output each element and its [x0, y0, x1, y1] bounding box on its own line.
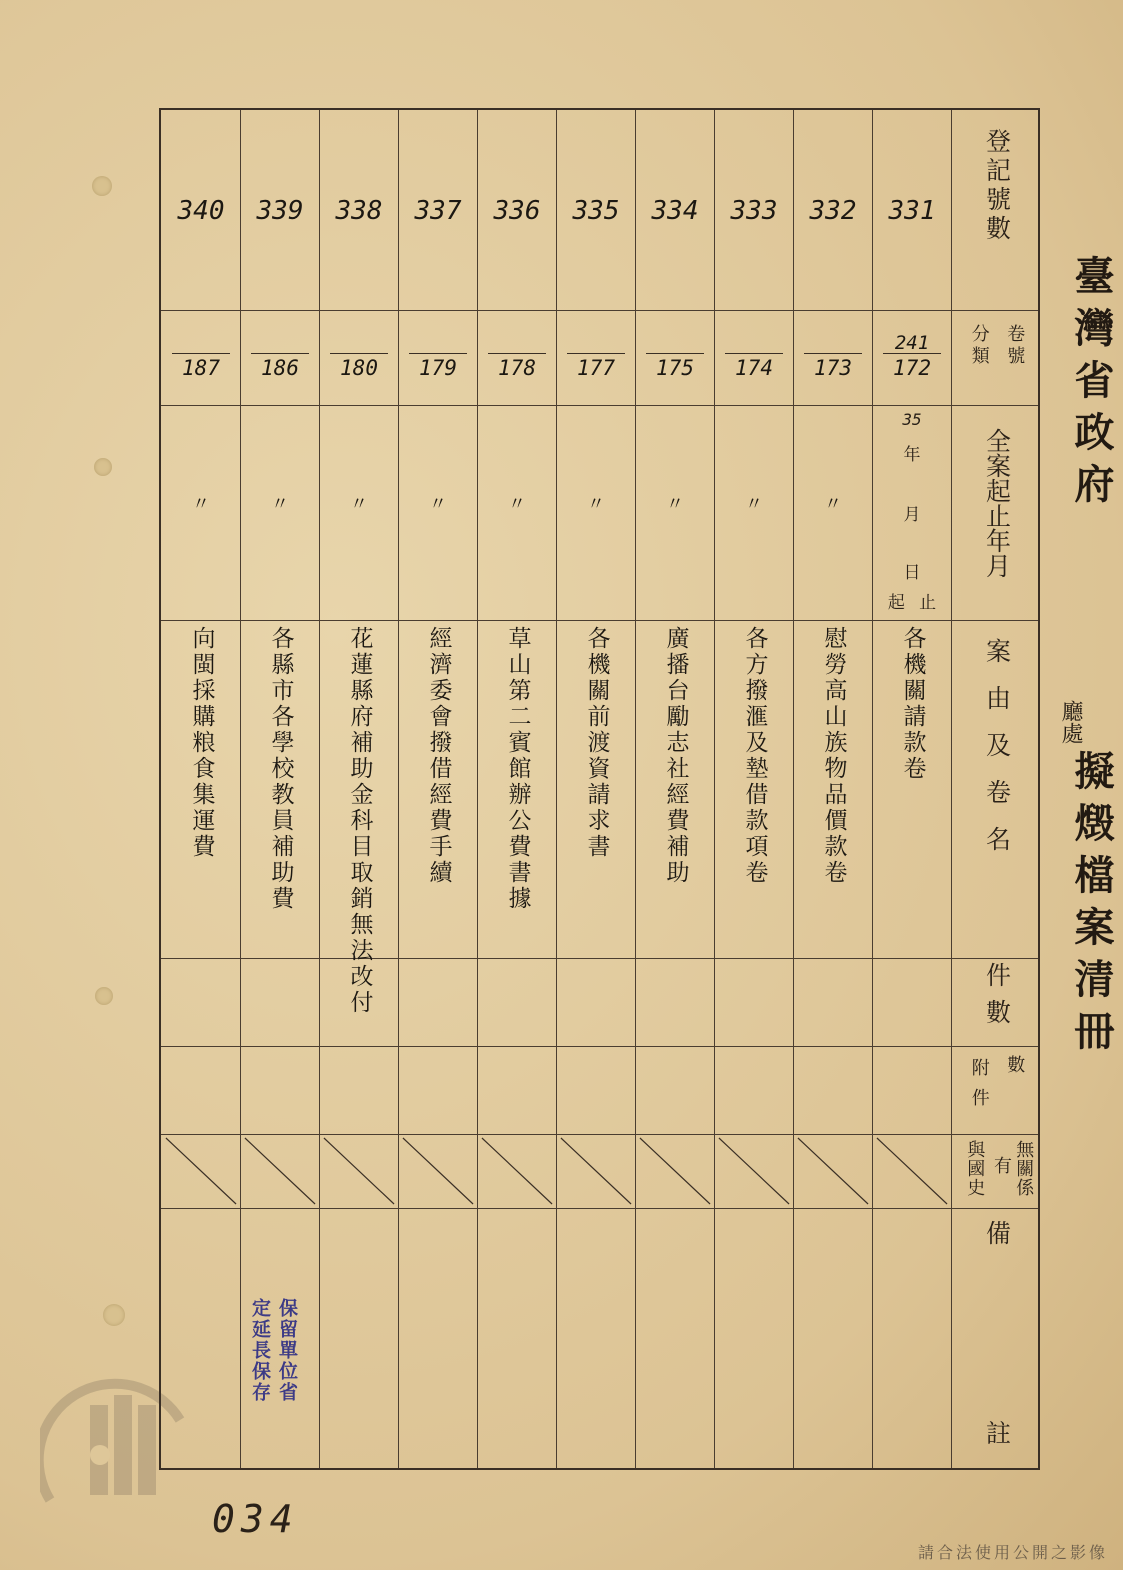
period-start-char: 起: [887, 593, 905, 613]
fraction-line: [804, 353, 862, 354]
ditto-mark: 〃: [192, 494, 210, 515]
diagonal-slash: [320, 1134, 398, 1208]
volume-number: 179: [419, 356, 457, 380]
volume-number: 177: [577, 356, 615, 380]
volume-number: 180: [340, 356, 378, 380]
ledger-row-column: [794, 110, 873, 1468]
case-subject: 各機關前渡資請求書: [583, 626, 610, 860]
volume-number: 174: [735, 356, 773, 380]
header-reg-no: 登記號數: [982, 128, 1012, 244]
registration-number: 333: [730, 196, 778, 226]
fraction-line: [725, 353, 783, 354]
diagonal-slash: [794, 1134, 872, 1208]
header-period: 全案起止年月: [982, 428, 1012, 578]
ledger-row-column: [557, 110, 636, 1468]
header-remarks-b: 註: [982, 1420, 1012, 1449]
volume-number: 175: [656, 356, 694, 380]
diagonal-slash: [399, 1134, 477, 1208]
stamp-line-2: 定延長保存: [249, 1298, 271, 1403]
stamp-line-1: 保留單位省: [276, 1298, 298, 1403]
registration-number: 338: [335, 196, 383, 226]
period-year: 35: [902, 410, 922, 429]
ledger-row-column: [636, 110, 715, 1468]
ledger-row-column: [399, 110, 478, 1468]
header-relation-b: 有: [990, 1156, 1012, 1178]
case-subject: 花蓮縣府補助金科目取銷無法改付: [346, 626, 373, 1016]
fraction-line: [488, 353, 546, 354]
registration-number: 332: [809, 196, 857, 226]
volume-number: 178: [498, 356, 536, 380]
ditto-mark: 〃: [587, 494, 605, 515]
ledger-row-column: [162, 110, 241, 1468]
ledger-row-column: [320, 110, 399, 1468]
case-subject: 各方撥滙及墊借款項卷: [741, 626, 768, 886]
ledger-row-column: [873, 110, 952, 1468]
fraction-line: [646, 353, 704, 354]
registration-number: 339: [256, 196, 304, 226]
registration-number: 336: [493, 196, 541, 226]
case-subject: 經濟委會撥借經費手續: [425, 626, 452, 886]
case-subject: 各機關請款卷: [899, 626, 926, 782]
case-subject: 廣播台勵志社經費補助: [662, 626, 689, 886]
fraction-line: [172, 353, 230, 354]
retention-stamp: [247, 1298, 309, 1408]
ditto-mark: 〃: [745, 494, 763, 515]
header-remarks-a: 備: [982, 1220, 1012, 1249]
case-subject: 草山第二賓館辦公費書據: [504, 626, 531, 912]
fraction-line: [251, 353, 309, 354]
diagonal-slash: [478, 1134, 556, 1208]
case-subject: 各縣市各學校教員補助費: [267, 626, 294, 912]
punch-hole: [94, 458, 112, 476]
ledger-row-column: [478, 110, 557, 1468]
registration-number: 331: [888, 196, 936, 226]
ledger-row-column: [715, 110, 794, 1468]
registration-number: 335: [572, 196, 620, 226]
header-class: 分類: [968, 324, 990, 368]
ditto-mark: 〃: [429, 494, 447, 515]
ditto-mark: 〃: [271, 494, 289, 515]
volume-number: 172: [893, 356, 931, 380]
registration-number: 337: [414, 196, 462, 226]
fraction-line: [330, 353, 388, 354]
diagonal-slash: [636, 1134, 714, 1208]
period-end-char: 止: [919, 593, 937, 613]
case-subject: 向閩採購粮食集運費: [188, 626, 215, 860]
registration-number: 340: [177, 196, 225, 226]
diagonal-slash: [873, 1134, 951, 1208]
diagonal-slash: [162, 1134, 240, 1208]
period-day-char: 日: [903, 563, 921, 583]
diagonal-slash: [241, 1134, 319, 1208]
header-column: [952, 110, 1041, 1468]
department-label: 廳處: [1058, 700, 1083, 744]
period-year-char: 年: [903, 445, 921, 465]
volume-number: 187: [182, 356, 220, 380]
header-subject: 案由及卷名: [982, 638, 1012, 873]
watermark-notice: 請合法使用公開之影像: [918, 1543, 1109, 1562]
header-attach-count: 數: [1004, 1055, 1026, 1077]
case-subject: 慰勞高山族物品價款卷: [820, 626, 847, 886]
ledger-table: [159, 108, 1040, 1470]
ditto-mark: 〃: [824, 494, 842, 515]
registration-number: 334: [651, 196, 699, 226]
volume-number: 173: [814, 356, 852, 380]
government-title: 臺灣省政府: [1068, 255, 1115, 515]
diagonal-slash: [557, 1134, 635, 1208]
period-month-char: 月: [903, 505, 921, 525]
page-number: 034: [212, 1497, 299, 1541]
header-attach: 附件: [968, 1058, 990, 1118]
diagonal-slash: [715, 1134, 793, 1208]
volume-top-number: 241: [894, 332, 930, 354]
document-title: 擬燬檔案清冊: [1068, 750, 1115, 1062]
fraction-line: [409, 353, 467, 354]
header-vol-no: 卷號: [1004, 324, 1026, 368]
header-count: 件數: [982, 962, 1012, 1036]
punch-hole: [92, 176, 112, 196]
punch-hole: [95, 987, 113, 1005]
ditto-mark: 〃: [508, 494, 526, 515]
ditto-mark: 〃: [666, 494, 684, 515]
punch-hole: [103, 1304, 125, 1326]
header-relation-a: 無關係: [1013, 1140, 1035, 1197]
fraction-line: [567, 353, 625, 354]
ditto-mark: 〃: [350, 494, 368, 515]
header-relation-c: 與國史: [964, 1140, 986, 1197]
ledger-row-column: [241, 110, 320, 1468]
volume-number: 186: [261, 356, 299, 380]
